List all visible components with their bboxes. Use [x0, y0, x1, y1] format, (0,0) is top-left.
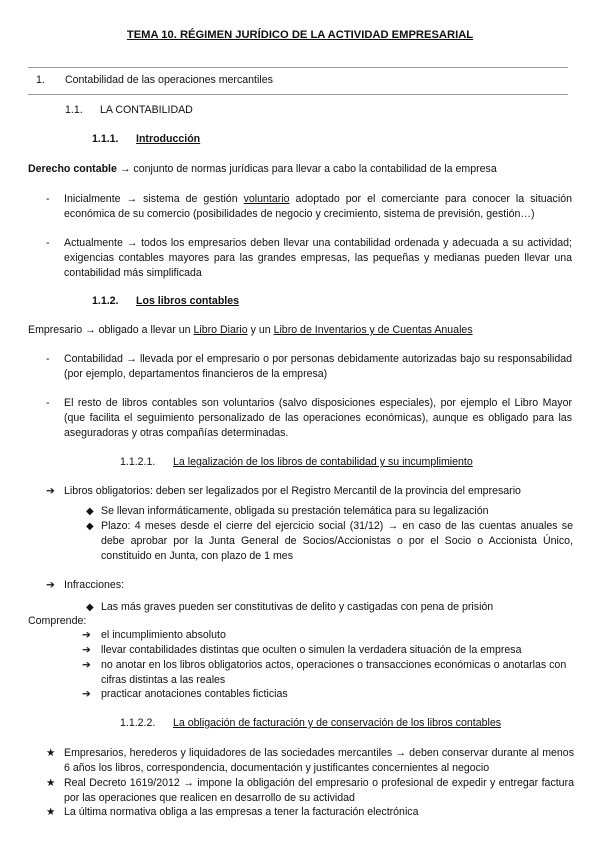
libro-inventarios: Libro de Inventarios y de Cuentas Anuales: [273, 324, 473, 336]
empresario-line: [28, 323, 573, 338]
arrow-bullet-icon: ➔: [82, 629, 91, 641]
dash: -: [46, 353, 50, 365]
arrow-bullet-icon: ➔: [46, 579, 55, 591]
section-1-1-number: 1.1.: [65, 104, 83, 116]
definition-text: conjunto de normas jurídicas para llevar a cabo la contabilidad de la empresa: [133, 163, 497, 175]
section-1-1-2-2-number: 1.1.2.2.: [120, 717, 156, 729]
star-bullet-icon: ★: [46, 777, 56, 789]
list-item-text: adoptado por el comerciante para conocer la situación económica de su comercio (posibilidades de negocio y crecimiento, sistema de previsión, gestión…): [64, 193, 572, 220]
underlined-term: voluntario: [243, 193, 290, 205]
arrow-bullet-icon: ➔: [46, 485, 55, 497]
section-1-1-2-number: 1.1.2.: [92, 295, 119, 307]
section-1-1-2-1-number: 1.1.2.1.: [120, 456, 156, 468]
libro-diario: Libro Diario: [193, 324, 248, 336]
star-item: Real Decreto 1619/2012 → impone la obligación del empresario o profesional de expedir y entregar factura por las operaciones que realicen en desarrollo de su actividad: [64, 777, 574, 804]
sub-item: Las más graves pueden ser constitutivas de delito y castigadas con pena de prisión: [101, 601, 494, 613]
list-item: El resto de libros contables son voluntarios (salvo disposiciones especiales), por ejemplo el Libro Mayor (que facilita el seguimiento personalizado de las operaciones económicas), aunque es obligado para las aseguradoras y otras compañías determinadas.: [64, 397, 572, 439]
arrow: →: [116, 163, 134, 175]
dash: -: [46, 193, 50, 205]
section-1-1-2-heading: Los libros contables: [136, 295, 240, 307]
star-item: La última normativa obliga a las empresas a tener la facturación electrónica: [64, 806, 419, 818]
section-1-1-2-1-heading: La legalización de los libros de contabilidad y su incumplimiento: [173, 456, 473, 468]
dash: -: [46, 397, 50, 409]
sub-item: Plazo: 4 meses desde el cierre del ejercicio social (31/12) → en caso de las cuentas anuales se debe aprobar por la Junta General de Socios/Accionistas o por el Socio o Accionista Único, constituido en Junta, con plazo de 1 mes: [101, 520, 573, 562]
page-title: TEMA 10. RÉGIMEN JURÍDICO DE LA ACTIVIDAD EMPRESARIAL: [126, 29, 474, 41]
divider: [28, 67, 568, 68]
comprende-item: el incumplimiento absoluto: [101, 629, 226, 641]
section-1-number: 1.: [36, 74, 45, 86]
arrow-bullet-icon: ➔: [82, 644, 91, 656]
definition-term: Derecho contable: [28, 163, 117, 175]
list-item: Contabilidad → llevada por el empresario o por personas debidamente autorizadas bajo su responsabilidad (por ejemplo, departamentos financieros de la empresa): [64, 353, 572, 380]
section-1-1-1-heading: Introducción: [136, 133, 201, 145]
definition: [28, 162, 573, 177]
divider: [28, 94, 568, 95]
comprende-item: llevar contabilidades distintas que oculten o simulen la verdadera situación de la empresa: [101, 644, 522, 656]
comprende-item: practicar anotaciones contables ficticias: [101, 688, 288, 700]
comprende-item: no anotar en los libros obligatorios actos, operaciones o transacciones económicas o anotarlas con cifras distintas a las reales: [101, 659, 567, 686]
text: y un: [247, 324, 274, 336]
arrow-bullet-icon: ➔: [82, 688, 91, 700]
text: Empresario → obligado a llevar un: [28, 324, 194, 336]
list-item-text: Inicialmente → sistema de gestión: [64, 193, 244, 205]
sub-item: Se llevan informáticamente, obligada su prestación telemática para su legalización: [101, 505, 489, 517]
star-bullet-icon: ★: [46, 747, 56, 759]
diamond-bullet-icon: ◆: [86, 602, 94, 613]
list-item: Actualmente → todos los empresarios deben llevar una contabilidad ordenada y adecuada a su actividad; exigencias contables mayores para las grandes empresas, las pequeñas y medianas pueden llevar una contabilidad más simplificada: [64, 237, 572, 279]
list-item: Libros obligatorios: deben ser legalizados por el Registro Mercantil de la provincia del empresario: [64, 485, 521, 497]
section-1-1-2-2-heading: La obligación de facturación y de conservación de los libros contables: [173, 717, 502, 729]
dash: -: [46, 237, 50, 249]
section-1-1-heading: LA CONTABILIDAD: [100, 104, 193, 116]
star-bullet-icon: ★: [46, 806, 56, 818]
list-item: Infracciones:: [64, 579, 125, 591]
star-item: Empresarios, herederos y liquidadores de las sociedades mercantiles → deben conservar durante al menos 6 años los libros, correspondencia, documentación y justificantes concernientes al negocio: [64, 747, 574, 774]
section-1-1-1-number: 1.1.1.: [92, 133, 119, 145]
diamond-bullet-icon: ◆: [86, 521, 94, 532]
section-1-heading: Contabilidad de las operaciones mercantiles: [65, 74, 273, 86]
list-item: [64, 192, 572, 222]
arrow-bullet-icon: ➔: [82, 659, 91, 671]
diamond-bullet-icon: ◆: [86, 506, 94, 517]
comprende-label: Comprende:: [28, 615, 87, 627]
